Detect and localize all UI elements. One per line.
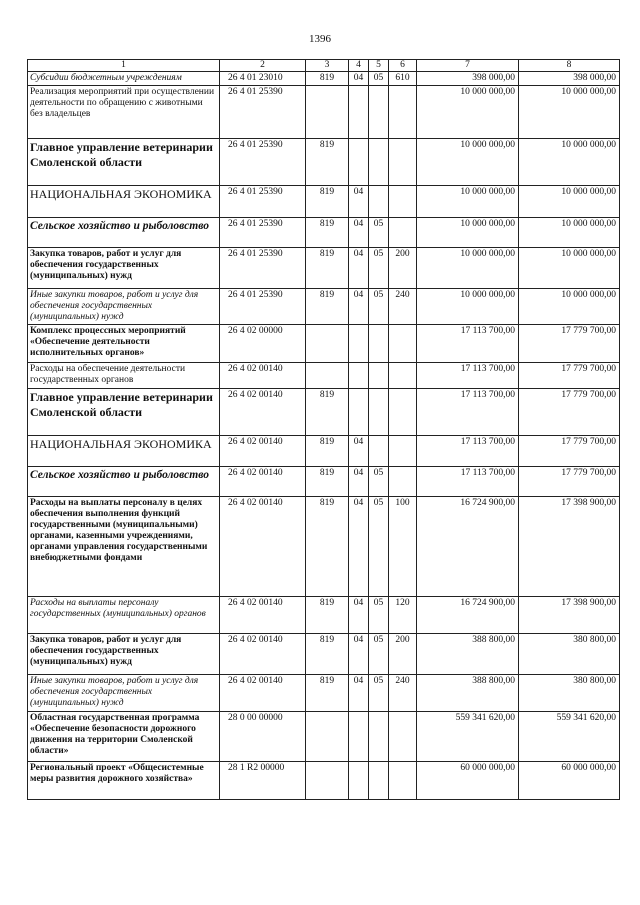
amount-year1-cell: 388 800,00 (417, 675, 519, 712)
subsection-cell (369, 86, 389, 139)
amount-year1-cell: 10 000 000,00 (417, 186, 519, 218)
column-header: 3 (306, 60, 349, 72)
target-code-cell: 28 0 00 00000 (220, 712, 306, 762)
amount-year2-cell: 17 779 700,00 (519, 389, 620, 436)
amount-year2-cell: 398 000,00 (519, 72, 620, 86)
row-name-cell: Расходы на выплаты персоналу в целях обеспечения выполнения функций государственными (муниципальными) органами, казенными учреждениями, органами управления государственными внебюджетными фондами (28, 497, 220, 597)
target-code-cell: 26 4 02 00000 (220, 325, 306, 363)
target-code-cell: 26 4 02 00140 (220, 436, 306, 467)
section-cell (349, 139, 369, 186)
expense-type-cell (389, 762, 417, 800)
section-cell: 04 (349, 436, 369, 467)
table-row (28, 712, 620, 762)
amount-year1-cell: 10 000 000,00 (417, 248, 519, 289)
table-row (28, 289, 620, 325)
target-code-cell: 26 4 01 25390 (220, 289, 306, 325)
section-cell (349, 712, 369, 762)
subsection-cell: 05 (369, 72, 389, 86)
ministry-code-cell (306, 86, 349, 139)
amount-year2-cell: 60 000 000,00 (519, 762, 620, 800)
target-code-cell: 26 4 02 00140 (220, 497, 306, 597)
amount-year2-cell: 380 800,00 (519, 634, 620, 675)
amount-year2-cell: 10 000 000,00 (519, 248, 620, 289)
amount-year2-cell: 10 000 000,00 (519, 289, 620, 325)
table-header-row (28, 60, 620, 72)
ministry-code-cell: 819 (306, 186, 349, 218)
subsection-cell: 05 (369, 248, 389, 289)
target-code-cell: 26 4 02 00140 (220, 389, 306, 436)
amount-year2-cell: 17 779 700,00 (519, 325, 620, 363)
expense-type-cell (389, 186, 417, 218)
table-row (28, 139, 620, 186)
subsection-cell (369, 389, 389, 436)
row-name-cell: Главное управление ветеринарии Смоленской области (28, 139, 220, 186)
row-name-cell: Субсидии бюджетным учреждениям (28, 72, 220, 86)
subsection-cell (369, 762, 389, 800)
ministry-code-cell: 819 (306, 467, 349, 497)
amount-year1-cell: 559 341 620,00 (417, 712, 519, 762)
expense-type-cell (389, 363, 417, 389)
row-name-cell: Закупка товаров, работ и услуг для обеспечения государственных (муниципальных) нужд (28, 634, 220, 675)
section-cell: 04 (349, 597, 369, 634)
page-number: 1396 (309, 33, 331, 45)
table-row (28, 634, 620, 675)
subsection-cell: 05 (369, 289, 389, 325)
subsection-cell (369, 436, 389, 467)
row-name-cell: Расходы на выплаты персоналу государственных (муниципальных) органов (28, 597, 220, 634)
section-cell (349, 389, 369, 436)
section-cell (349, 325, 369, 363)
ministry-code-cell: 819 (306, 436, 349, 467)
amount-year1-cell: 10 000 000,00 (417, 86, 519, 139)
ministry-code-cell (306, 325, 349, 363)
amount-year2-cell: 17 398 900,00 (519, 497, 620, 597)
table-row (28, 497, 620, 597)
target-code-cell: 26 4 02 00140 (220, 363, 306, 389)
table-row (28, 467, 620, 497)
ministry-code-cell: 819 (306, 597, 349, 634)
ministry-code-cell: 819 (306, 248, 349, 289)
amount-year1-cell: 17 113 700,00 (417, 467, 519, 497)
column-header: 4 (349, 60, 369, 72)
row-name-cell: Сельское хозяйство и рыболовство (28, 218, 220, 248)
table-row (28, 762, 620, 800)
row-name-cell: Областная государственная программа «Обеспечение безопасности дорожного движения на территории Смоленской области» (28, 712, 220, 762)
amount-year1-cell: 16 724 900,00 (417, 497, 519, 597)
section-cell: 04 (349, 634, 369, 675)
ministry-code-cell (306, 762, 349, 800)
section-cell: 04 (349, 675, 369, 712)
target-code-cell: 26 4 02 00140 (220, 675, 306, 712)
target-code-cell: 28 1 R2 00000 (220, 762, 306, 800)
column-header: 2 (220, 60, 306, 72)
section-cell: 04 (349, 186, 369, 218)
subsection-cell (369, 186, 389, 218)
amount-year2-cell: 17 779 700,00 (519, 363, 620, 389)
subsection-cell: 05 (369, 497, 389, 597)
target-code-cell: 26 4 02 00140 (220, 634, 306, 675)
subsection-cell: 05 (369, 467, 389, 497)
row-name-cell: Иные закупки товаров, работ и услуг для обеспечения государственных (муниципальных) нужд (28, 289, 220, 325)
row-name-cell: Комплекс процессных мероприятий «Обеспечение деятельности исполнительных органов» (28, 325, 220, 363)
section-cell: 04 (349, 72, 369, 86)
expense-type-cell: 200 (389, 248, 417, 289)
row-name-cell: Реализация мероприятий при осуществлении деятельности по обращению с животными без владельцев (28, 86, 220, 139)
column-header: 1 (28, 60, 220, 72)
amount-year1-cell: 17 113 700,00 (417, 436, 519, 467)
row-name-cell: Расходы на обеспечение деятельности государственных органов (28, 363, 220, 389)
subsection-cell: 05 (369, 634, 389, 675)
target-code-cell: 26 4 01 25390 (220, 86, 306, 139)
expense-type-cell: 240 (389, 675, 417, 712)
subsection-cell (369, 325, 389, 363)
expense-type-cell: 240 (389, 289, 417, 325)
amount-year1-cell: 16 724 900,00 (417, 597, 519, 634)
subsection-cell: 05 (369, 597, 389, 634)
section-cell (349, 363, 369, 389)
column-header: 5 (369, 60, 389, 72)
subsection-cell: 05 (369, 218, 389, 248)
table-row (28, 675, 620, 712)
target-code-cell: 26 4 01 23010 (220, 72, 306, 86)
ministry-code-cell: 819 (306, 218, 349, 248)
amount-year2-cell: 17 779 700,00 (519, 436, 620, 467)
table-row (28, 186, 620, 218)
expense-type-cell: 120 (389, 597, 417, 634)
amount-year1-cell: 388 800,00 (417, 634, 519, 675)
row-name-cell: Сельское хозяйство и рыболовство (28, 467, 220, 497)
target-code-cell: 26 4 02 00140 (220, 597, 306, 634)
table-row (28, 218, 620, 248)
column-header: 6 (389, 60, 417, 72)
ministry-code-cell: 819 (306, 289, 349, 325)
amount-year1-cell: 398 000,00 (417, 72, 519, 86)
ministry-code-cell: 819 (306, 389, 349, 436)
amount-year1-cell: 10 000 000,00 (417, 289, 519, 325)
ministry-code-cell: 819 (306, 139, 349, 186)
section-cell (349, 86, 369, 139)
table-row (28, 436, 620, 467)
amount-year2-cell: 10 000 000,00 (519, 186, 620, 218)
row-name-cell: НАЦИОНАЛЬНАЯ ЭКОНОМИКА (28, 186, 220, 218)
section-cell: 04 (349, 289, 369, 325)
table-row (28, 86, 620, 139)
subsection-cell (369, 139, 389, 186)
row-name-cell: Главное управление ветеринарии Смоленской области (28, 389, 220, 436)
amount-year2-cell: 17 779 700,00 (519, 467, 620, 497)
ministry-code-cell: 819 (306, 497, 349, 597)
amount-year1-cell: 17 113 700,00 (417, 325, 519, 363)
amount-year2-cell: 10 000 000,00 (519, 218, 620, 248)
table-row (28, 597, 620, 634)
amount-year1-cell: 60 000 000,00 (417, 762, 519, 800)
section-cell: 04 (349, 467, 369, 497)
table-row (28, 389, 620, 436)
expense-type-cell (389, 712, 417, 762)
row-name-cell: НАЦИОНАЛЬНАЯ ЭКОНОМИКА (28, 436, 220, 467)
expense-type-cell (389, 467, 417, 497)
expense-type-cell (389, 86, 417, 139)
amount-year2-cell: 17 398 900,00 (519, 597, 620, 634)
amount-year1-cell: 10 000 000,00 (417, 139, 519, 186)
ministry-code-cell: 819 (306, 675, 349, 712)
target-code-cell: 26 4 01 25390 (220, 248, 306, 289)
target-code-cell: 26 4 01 25390 (220, 186, 306, 218)
section-cell: 04 (349, 218, 369, 248)
column-header: 8 (519, 60, 620, 72)
row-name-cell: Иные закупки товаров, работ и услуг для обеспечения государственных (муниципальных) нужд (28, 675, 220, 712)
expense-type-cell (389, 436, 417, 467)
subsection-cell (369, 363, 389, 389)
amount-year2-cell: 10 000 000,00 (519, 86, 620, 139)
amount-year1-cell: 10 000 000,00 (417, 218, 519, 248)
row-name-cell: Региональный проект «Общесистемные меры развития дорожного хозяйства» (28, 762, 220, 800)
ministry-code-cell (306, 712, 349, 762)
target-code-cell: 26 4 01 25390 (220, 218, 306, 248)
row-name-cell: Закупка товаров, работ и услуг для обеспечения государственных (муниципальных) нужд (28, 248, 220, 289)
subsection-cell: 05 (369, 675, 389, 712)
amount-year2-cell: 10 000 000,00 (519, 139, 620, 186)
expense-type-cell: 100 (389, 497, 417, 597)
budget-table (27, 59, 620, 800)
subsection-cell (369, 712, 389, 762)
section-cell: 04 (349, 248, 369, 289)
table-row (28, 325, 620, 363)
amount-year1-cell: 17 113 700,00 (417, 363, 519, 389)
ministry-code-cell: 819 (306, 634, 349, 675)
expense-type-cell: 610 (389, 72, 417, 86)
section-cell: 04 (349, 497, 369, 597)
section-cell (349, 762, 369, 800)
target-code-cell: 26 4 02 00140 (220, 467, 306, 497)
amount-year2-cell: 559 341 620,00 (519, 712, 620, 762)
expense-type-cell (389, 218, 417, 248)
table-row (28, 248, 620, 289)
target-code-cell: 26 4 01 25390 (220, 139, 306, 186)
column-header: 7 (417, 60, 519, 72)
ministry-code-cell (306, 363, 349, 389)
table-row (28, 363, 620, 389)
expense-type-cell: 200 (389, 634, 417, 675)
expense-type-cell (389, 139, 417, 186)
ministry-code-cell: 819 (306, 72, 349, 86)
amount-year1-cell: 17 113 700,00 (417, 389, 519, 436)
expense-type-cell (389, 389, 417, 436)
expense-type-cell (389, 325, 417, 363)
amount-year2-cell: 380 800,00 (519, 675, 620, 712)
table-row (28, 72, 620, 86)
